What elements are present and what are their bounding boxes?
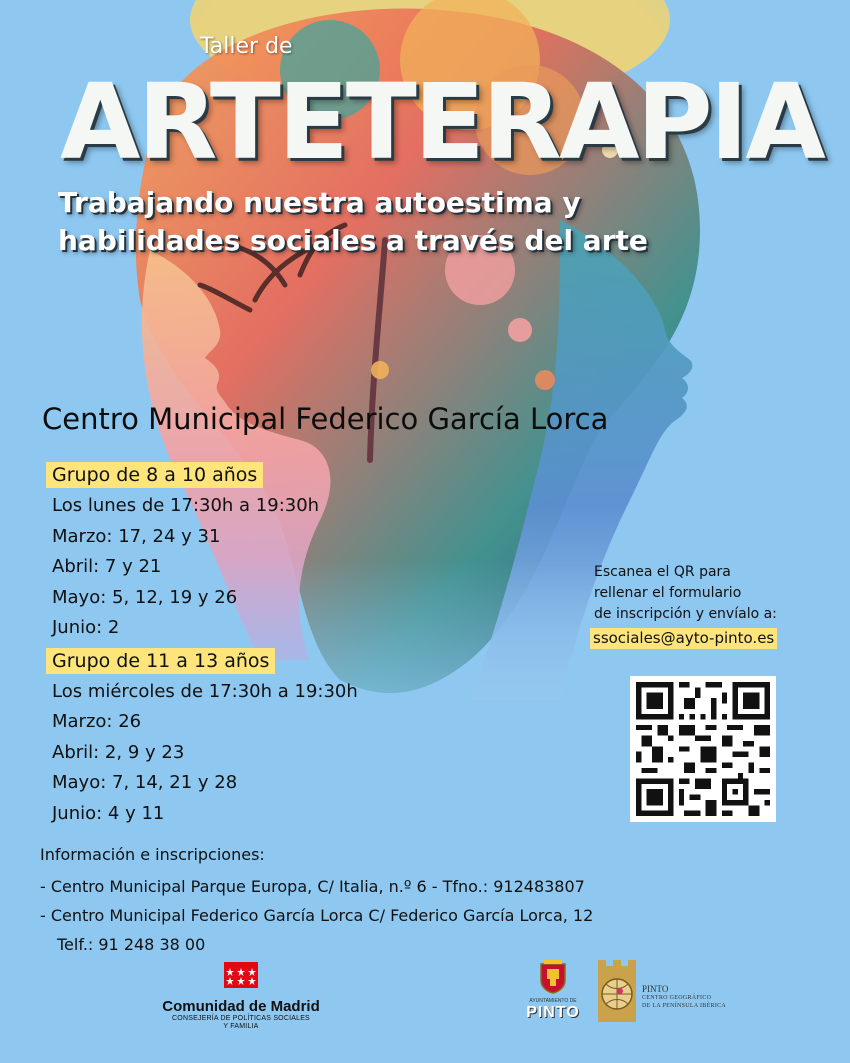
schedule-line: Junio: 2 xyxy=(52,617,120,638)
madrid-logo-sub: Y FAMILIA xyxy=(223,1023,259,1030)
centro-geografico-logo xyxy=(596,960,766,1026)
pinto-coat-of-arms-icon xyxy=(538,960,568,994)
schedule-line: Junio: 4 y 11 xyxy=(52,802,165,824)
qr-instruction-line: Escanea el QR para xyxy=(594,564,731,580)
subtitle-line: Trabajando nuestra autoestima y xyxy=(58,186,581,219)
schedule-line: Los lunes de 17:30h a 19:30h xyxy=(52,495,320,516)
contact-line: - Centro Municipal Parque Europa, C/ Italia, n.º 6 - Tfno.: 912483807 xyxy=(40,877,585,896)
ayuntamiento-pinto-logo xyxy=(518,960,588,1022)
qr-instruction-line: rellenar el formulario xyxy=(594,585,742,601)
contact-info-title: Información e inscripciones: xyxy=(40,845,265,864)
cgp-sub: DE LA PENÍNSULA IBÉRICA xyxy=(642,1003,727,1009)
group-block xyxy=(46,648,506,830)
schedule-line: Abril: 2, 9 y 23 xyxy=(52,741,185,763)
contact-line: - Centro Municipal Federico García Lorca C/ Federico García Lorca, 12 xyxy=(40,906,594,925)
qr-instruction-line: de inscripción y envíalo a: xyxy=(594,606,777,622)
cgp-title: PINTO xyxy=(642,984,669,994)
madrid-flag-icon xyxy=(224,962,258,988)
qr-code[interactable] xyxy=(630,676,776,822)
madrid-logo-sub: CONSEJERÍA DE POLÍTICAS SOCIALES xyxy=(172,1015,310,1022)
madrid-logo-name: Comunidad de Madrid xyxy=(162,998,320,1015)
workshop-subtitle xyxy=(58,184,818,260)
qr-code-icon xyxy=(636,682,770,816)
contact-email[interactable]: ssociales@ayto-pinto.es xyxy=(590,628,777,649)
schedule-line: Mayo: 5, 12, 19 y 26 xyxy=(52,586,238,608)
group-block xyxy=(46,462,506,644)
contact-line: Telf.: 91 248 38 00 xyxy=(57,935,206,954)
group-title: Grupo de 8 a 10 años xyxy=(46,462,263,488)
schedule-line: Los miércoles de 17:30h a 19:30h xyxy=(52,680,358,702)
subtitle-line: habilidades sociales a través del arte xyxy=(58,224,648,257)
qr-instructions xyxy=(594,562,834,650)
schedule-line: Marzo: 26 xyxy=(52,711,142,732)
cgp-sub: CENTRO GEOGRÁFICO xyxy=(642,995,712,1001)
schedule-line: Marzo: 17, 24 y 31 xyxy=(52,525,221,547)
schedule-line: Abril: 7 y 21 xyxy=(52,556,162,577)
schedule xyxy=(46,462,506,829)
pinto-logo-small: AYUNTAMIENTO DE xyxy=(529,998,577,1004)
workshop-title: ARTETERAPIA xyxy=(60,61,823,183)
group-title: Grupo de 11 a 13 años xyxy=(46,648,275,674)
globe-tower-icon xyxy=(596,960,638,1024)
schedule-line: Mayo: 7, 14, 21 y 28 xyxy=(52,772,238,793)
comunidad-de-madrid-logo xyxy=(136,962,346,1031)
venue-name: Centro Municipal Federico García Lorca xyxy=(42,402,609,436)
contact-info xyxy=(40,842,830,959)
workshop-kicker: Taller de xyxy=(200,34,293,59)
cgp-text xyxy=(642,984,726,1010)
pinto-logo-name: PINTO xyxy=(526,1004,580,1021)
